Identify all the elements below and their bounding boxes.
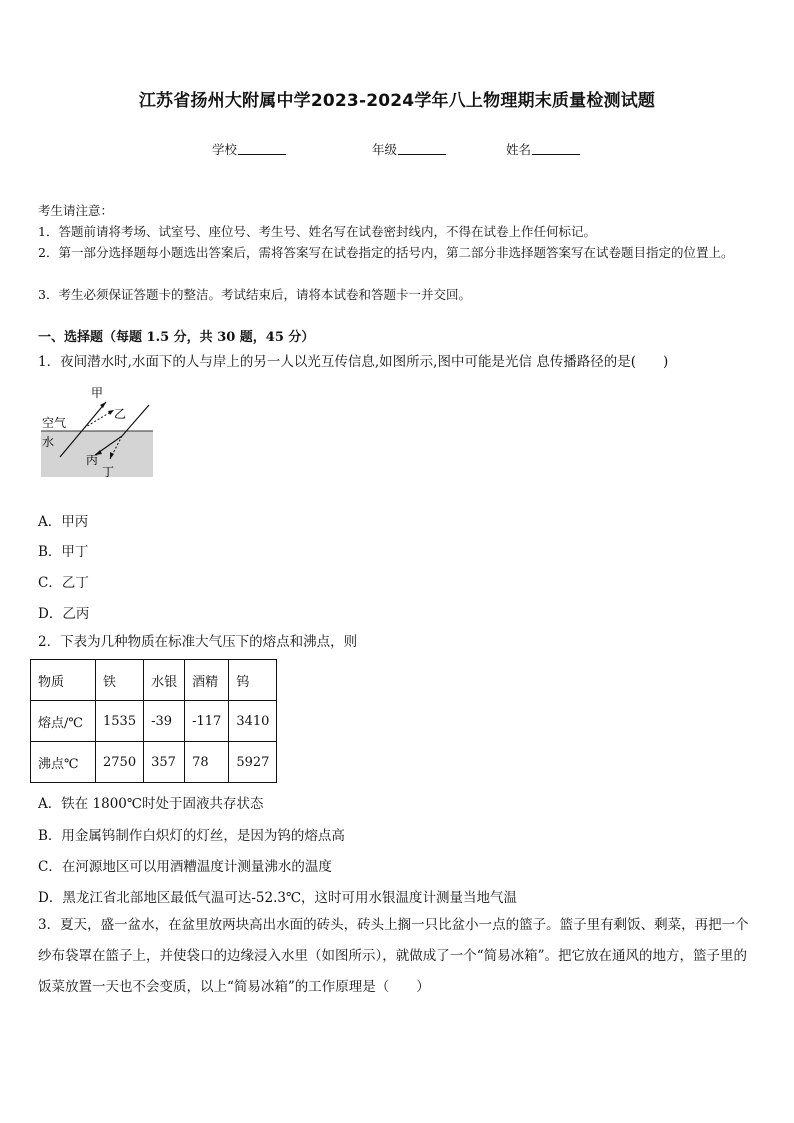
- school-label: 学校: [212, 142, 238, 157]
- school-field[interactable]: [212, 140, 286, 158]
- melting-boiling-table: [30, 659, 277, 783]
- table-cell: 1535: [96, 701, 144, 742]
- question-1-stem: 1．夜间潜水时,水面下的人与岸上的另一人以光互传信息,如图所示,图中可能是光信 息传播路径的是( ): [38, 354, 669, 370]
- q1-option-b[interactable]: B．甲丁: [38, 544, 89, 560]
- grade-field[interactable]: [372, 140, 446, 158]
- section-heading: 一、选择题（每题 1.5 分，共 30 题，45 分）: [38, 330, 315, 345]
- table-cell: 沸点℃: [31, 742, 96, 783]
- table-cell: 水银: [144, 660, 185, 701]
- label-yi: 乙: [114, 407, 127, 421]
- table-cell: 物质: [31, 660, 96, 701]
- light-path-diagram: [38, 384, 158, 484]
- table-row: [31, 742, 277, 783]
- label-water: 水: [42, 435, 55, 449]
- question-3-stem: 3．夏天，盛一盆水，在盆里放两块高出水面的砖头，砖头上搁一只比盆小一点的篮子。篮子里有剩饭、剩菜，再把一个纱布袋罩在篮子上，并使袋口的边缘浸入水里（如图所示），就做成了一个“简易冰箱”。把它放在通风的地方，篮子里的饭菜放置一天也不会变质，以上“简易冰箱”的工作原理是（ ）: [38, 917, 749, 995]
- notice-item-1: 1．答题前请将考场、试室号、座位号、考生号、姓名写在试卷密封线内，不得在试卷上作任何标记。: [38, 224, 596, 239]
- grade-label: 年级: [372, 142, 398, 157]
- school-blank[interactable]: [238, 142, 286, 155]
- table-cell: 钨: [229, 660, 277, 701]
- label-jia: 甲: [91, 386, 104, 400]
- q2-option-c[interactable]: C．在河源地区可以用酒糟温度计测量沸水的温度: [38, 859, 332, 875]
- table-cell: 3410: [229, 701, 277, 742]
- q2-option-a[interactable]: A．铁在 1800℃时处于固液共存状态: [38, 796, 264, 812]
- label-bing: 丙: [86, 453, 99, 467]
- table-cell: -39: [144, 701, 185, 742]
- name-field[interactable]: [506, 140, 580, 158]
- table-cell: 熔点/℃: [31, 701, 96, 742]
- grade-blank[interactable]: [398, 142, 446, 155]
- table-cell: 78: [185, 742, 229, 783]
- page-title: 江苏省扬州大附属中学2023-2024学年八上物理期末质量检测试题: [138, 91, 656, 111]
- q1-option-c[interactable]: C．乙丁: [38, 575, 89, 591]
- q2-option-b[interactable]: B．用金属钨制作白炽灯的灯丝，是因为钨的熔点高: [38, 828, 345, 844]
- table-cell: 357: [144, 742, 185, 783]
- question-2-stem: 2．下表为几种物质在标准大气压下的熔点和沸点，则: [38, 634, 358, 650]
- notice-heading: 考生请注意：: [38, 203, 114, 218]
- notice-item-2: 2．第一部分选择题每小题选出答案后，需将答案写在试卷指定的括号内，第二部分非选择题答案写在试卷题目指定的位置上。: [38, 245, 734, 260]
- name-blank[interactable]: [532, 142, 580, 155]
- table-cell: 5927: [229, 742, 277, 783]
- table-cell: 铁: [96, 660, 144, 701]
- table-header-row: [31, 660, 277, 701]
- label-ding: 丁: [102, 465, 115, 479]
- q2-option-d[interactable]: D．黑龙江省北部地区最低气温可达-52.3℃，这时可用水银温度计测量当地气温: [38, 890, 518, 906]
- table-cell: 2750: [96, 742, 144, 783]
- table-cell: 酒精: [185, 660, 229, 701]
- label-air: 空气: [42, 416, 67, 430]
- notice-item-3: 3．考生必须保证答题卡的整洁。考试结束后，请将本试卷和答题卡一并交回。: [38, 287, 471, 302]
- table-cell: -117: [185, 701, 229, 742]
- table-row: [31, 701, 277, 742]
- arrow-jia: [100, 402, 106, 408]
- name-label: 姓名: [506, 142, 532, 157]
- q1-option-d[interactable]: D．乙丙: [38, 606, 90, 622]
- q1-option-a[interactable]: A．甲丙: [38, 514, 89, 530]
